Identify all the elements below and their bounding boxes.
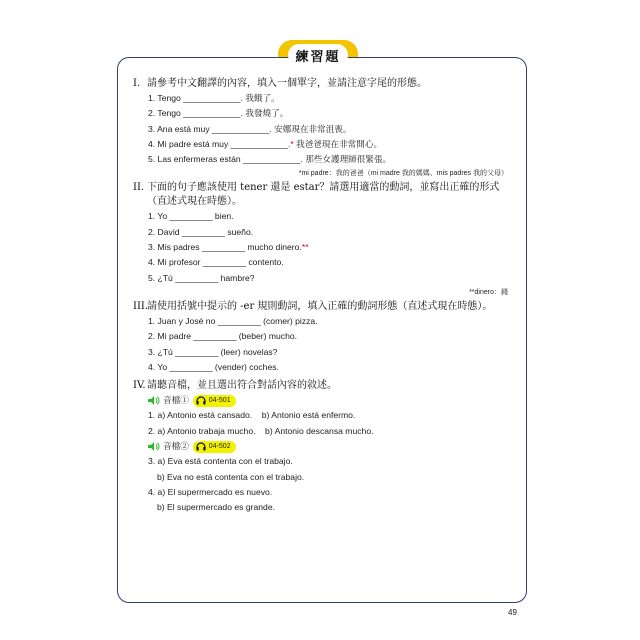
s4-q4a: 4. a) El supermercado es nuevo. xyxy=(148,486,273,497)
section-1-title: I. 請參考中文翻譯的內容，填入一個單字，並請注意字尾的形態。 xyxy=(133,78,427,89)
s4-q2: 2. a) Antonio trabaja mucho. b) Antonio descansa mucho. xyxy=(148,425,374,436)
audio-1-track-badge[interactable] xyxy=(193,395,236,407)
speaker-icon xyxy=(148,442,160,451)
s4-q4b: b) El supermercado es grande. xyxy=(157,502,275,513)
s1-item-4: 4. Mi padre está muy ____________.* 我爸爸現在非常開心。 xyxy=(148,138,383,149)
header-label xyxy=(288,44,348,66)
headphones-icon xyxy=(196,442,206,451)
s2-item-5: 5. ¿Tú _________ hambre? xyxy=(148,272,255,283)
section-4-title: IV.請聽音檔，並且選出符合對話內容的敘述。 xyxy=(133,380,337,392)
s2-item-4: 4. Mi profesor _________ contento. xyxy=(148,257,284,268)
s3-item-1: 1. Juan y José no _________ (comer) pizza. xyxy=(148,315,318,326)
s4-q3a: 3. a) Eva está contenta con el trabajo. xyxy=(148,456,293,467)
s1-footnote: *mi padre：我的爸爸（mi madre 我的媽媽、mis padres 我的父母） xyxy=(298,170,508,178)
section-1-number: I. xyxy=(133,78,141,89)
s4-q1: 1. a) Antonio está cansado. b) Antonio está enfermo. xyxy=(148,410,356,421)
section-2-number: II. xyxy=(133,182,145,194)
s2-footnote: **dinero：錢 xyxy=(469,288,508,296)
audio-2[interactable] xyxy=(133,439,518,454)
page-number: 49 xyxy=(508,608,517,617)
header-title: 練習題 xyxy=(295,49,341,65)
s1-item-3: 3. Ana está muy ____________. 安娜現在非常沮喪。 xyxy=(148,123,352,134)
audio-2-label: 音檔② xyxy=(163,441,189,452)
headphones-icon xyxy=(196,396,206,405)
section-3-title: III.請使用括號中提示的 -er 規則動詞，填入正確的動詞形態（直述式現在時態）。 xyxy=(133,300,493,312)
audio-2-track-badge[interactable] xyxy=(193,441,236,453)
audio-1-label: 音檔① xyxy=(163,395,189,406)
s2-item-2: 2. David _________ sueño. xyxy=(148,226,254,237)
speaker-icon xyxy=(148,396,160,405)
section-4-number: IV. xyxy=(133,380,146,392)
s3-item-2: 2. Mi padre _________ (beber) mucho. xyxy=(148,331,298,342)
s1-item-2: 2. Tengo ____________. 我發燒了。 xyxy=(148,108,289,119)
section-2-title: II. 下面的句子應該使用 tener 還是 estar？請選用適當的動詞，並寫出正確的形式（直述式現在時態）。 xyxy=(133,182,500,208)
s1-item-1: 1. Tengo ____________. 我餓了。 xyxy=(148,93,280,103)
section-3-number: III. xyxy=(133,300,149,312)
footnote-mark: * xyxy=(290,138,294,149)
audio-1-track: 04-501 xyxy=(208,397,231,405)
audio-2-track: 04-502 xyxy=(208,443,231,451)
s4-q3b: b) Eva no está contenta con el trabajo. xyxy=(157,471,305,482)
exercise-content xyxy=(133,76,518,516)
s3-item-3: 3. ¿Tú _________ (leer) novelas? xyxy=(148,346,278,357)
footnote-mark: ** xyxy=(301,242,309,253)
s1-item-5: 5. Las enfermeras están ____________. 那些女護理師很緊張。 xyxy=(148,154,392,165)
s3-item-4: 4. Yo _________ (vender) coches. xyxy=(148,361,279,372)
audio-1[interactable] xyxy=(133,393,518,408)
s2-item-3: 3. Mis padres _________ mucho dinero.** xyxy=(148,242,309,253)
s2-item-1: 1. Yo _________ bien. xyxy=(148,211,234,222)
